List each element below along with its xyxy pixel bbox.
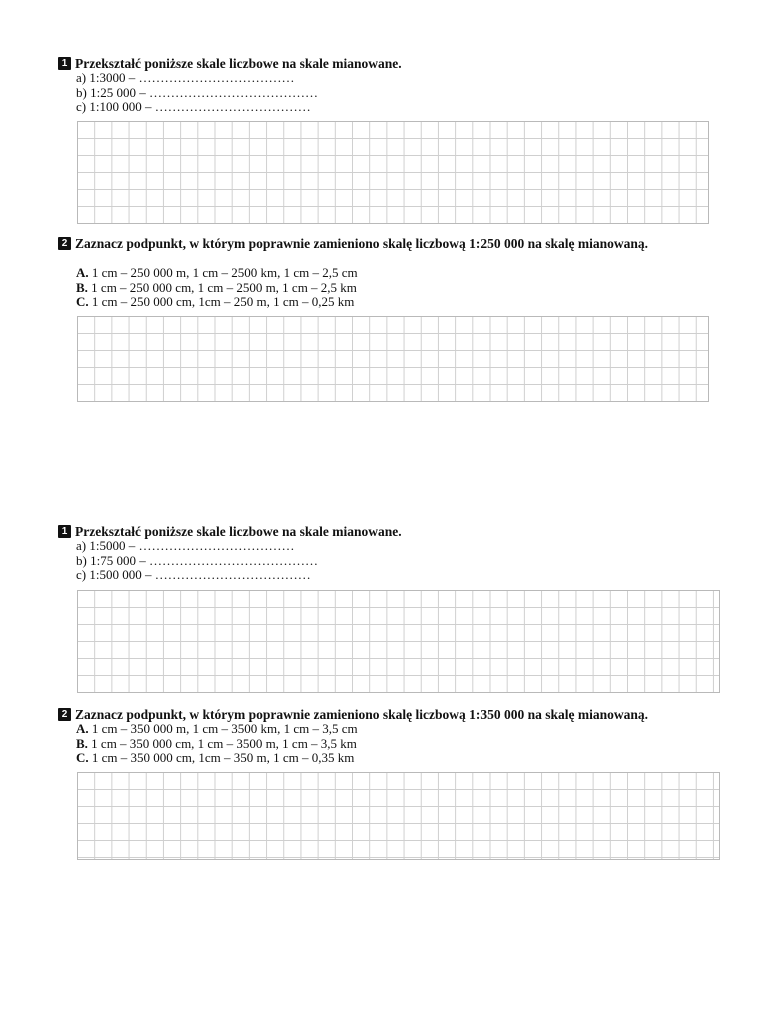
- option-letter: A.: [76, 721, 89, 736]
- answer-option-c[interactable]: [76, 751, 648, 766]
- answer-grid[interactable]: [77, 121, 709, 224]
- option-text: 1 cm – 250 000 cm, 1 cm – 2500 m, 1 cm – 2,5 km: [87, 279, 357, 295]
- scale-item-b: b) 1:75 000 – …………………………………: [76, 552, 318, 568]
- scale-item-a: a) 1:5000 – ………………………………: [76, 538, 295, 553]
- task-number-badge: 2: [58, 708, 71, 721]
- answer-option-b[interactable]: [76, 737, 648, 752]
- option-text: 1 cm – 350 000 m, 1 cm – 3500 km, 1 cm – 3,5 cm: [88, 721, 358, 736]
- task-number-badge: 1: [58, 525, 71, 538]
- scale-item-b: b) 1:25 000 – …………………………………: [76, 84, 318, 100]
- task-heading: [58, 56, 402, 71]
- scale-item-a: a) 1:3000 – ………………………………: [76, 70, 295, 85]
- task-heading: [58, 236, 648, 251]
- sheet1-task1: [58, 56, 402, 115]
- option-letter: B.: [76, 279, 88, 295]
- option-text: 1 cm – 250 000 cm, 1cm – 250 m, 1 cm – 0,25 km: [88, 294, 355, 309]
- option-letter: A.: [76, 265, 89, 280]
- task-title: Zaznacz podpunkt, w którym poprawnie zamieniono skalę liczbową 1:350 000 na skalę mianowaną.: [75, 707, 649, 722]
- sheet1-task2: [58, 236, 648, 310]
- option-letter: C.: [76, 750, 89, 765]
- task-title: Przekształć poniższe skale liczbowe na skale mianowane.: [75, 524, 402, 539]
- sheet2-task1: [58, 524, 402, 583]
- scale-item-c: c) 1:500 000 – ………………………………: [76, 567, 311, 582]
- task-number-badge: 2: [58, 237, 71, 250]
- task-heading: [58, 707, 648, 722]
- option-text: 1 cm – 250 000 m, 1 cm – 2500 km, 1 cm – 2,5 cm: [88, 265, 358, 280]
- task-title: Przekształć poniższe skale liczbowe na skale mianowane.: [75, 56, 402, 71]
- option-letter: B.: [76, 735, 88, 751]
- answer-option-a[interactable]: [76, 722, 648, 737]
- option-text: 1 cm – 350 000 cm, 1cm – 350 m, 1 cm – 0,35 km: [88, 750, 355, 765]
- option-text: 1 cm – 350 000 cm, 1 cm – 3500 m, 1 cm – 3,5 km: [87, 735, 357, 751]
- task-number-badge: 1: [58, 57, 71, 70]
- answer-option-a[interactable]: [76, 266, 648, 281]
- task-title: Zaznacz podpunkt, w którym poprawnie zamieniono skalę liczbową 1:250 000 na skalę mianowaną.: [75, 236, 649, 251]
- answer-grid[interactable]: [77, 772, 720, 860]
- answer-grid[interactable]: [77, 316, 709, 402]
- sheet2-task2: [58, 707, 648, 766]
- answer-option-c[interactable]: [76, 295, 648, 310]
- scale-item-c: c) 1:100 000 – ………………………………: [76, 99, 311, 114]
- task-heading: [58, 524, 402, 539]
- answer-grid[interactable]: [77, 590, 720, 693]
- option-letter: C.: [76, 294, 89, 309]
- answer-option-b[interactable]: [76, 281, 648, 296]
